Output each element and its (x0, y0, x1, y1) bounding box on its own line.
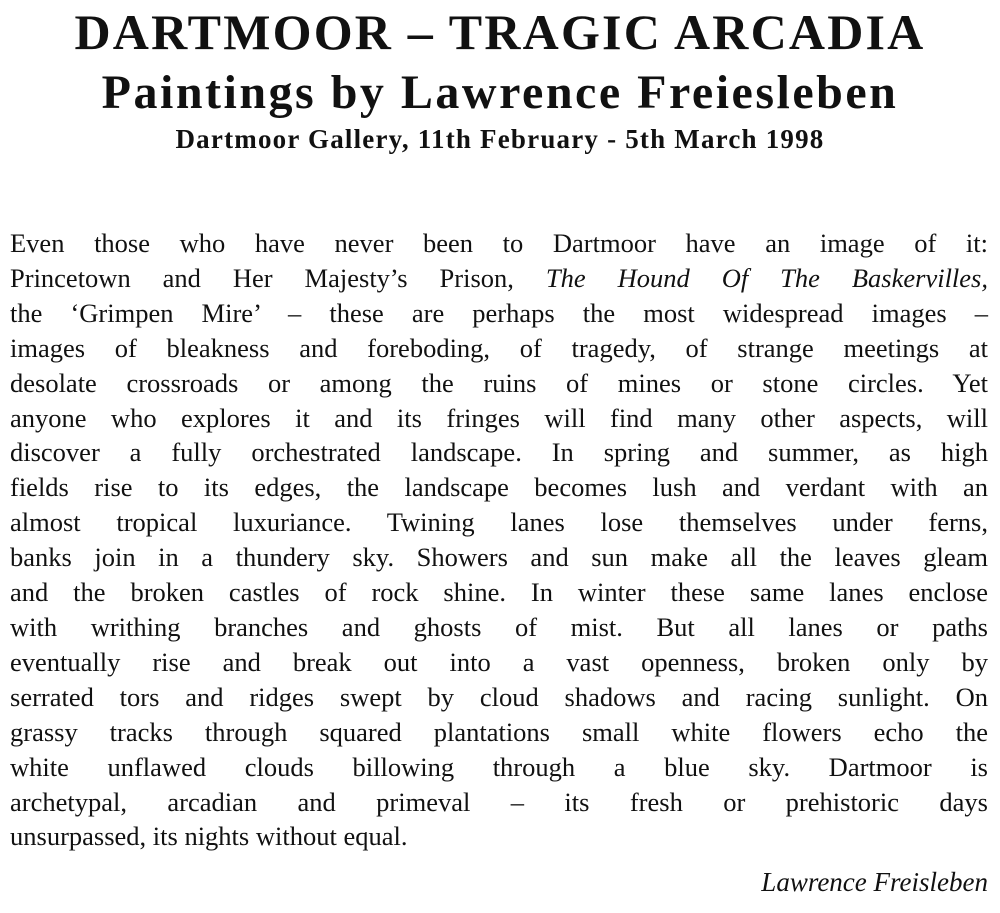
text-segment: the ‘Grimpen Mire’ – these are perhaps the most widespread images – (10, 297, 988, 328)
paragraph-line (10, 435, 988, 470)
paragraph-line (10, 715, 988, 750)
text-segment: grassy tracks through squared plantations small white flowers echo the (10, 716, 988, 747)
text-segment: fields rise to its edges, the landscape becomes lush and verdant with an (10, 472, 988, 503)
text-segment: images of bleakness and foreboding, of tragedy, of strange meetings at (10, 332, 988, 363)
paragraph-line (10, 610, 988, 645)
text-segment: Even those who have never been to Dartmoor have an image of it: (10, 228, 988, 258)
page-subtitle: Paintings by Lawrence Freiesleben (101, 66, 899, 119)
text-segment: with writhing branches and ghosts of mist. But all lanes or paths (10, 611, 988, 642)
paragraph-line (10, 785, 988, 820)
text-segment: archetypal, arcadian and primeval – its fresh or prehistoric days (10, 786, 988, 817)
text-segment: desolate crossroads or among the ruins of mines or stone circles. Yet (10, 367, 988, 398)
paragraph-line (10, 680, 988, 715)
paragraph-line (10, 366, 988, 401)
text-segment: unsurpassed, its nights without equal. (10, 821, 408, 852)
paragraph-line (10, 226, 988, 261)
paragraph-line (10, 470, 988, 505)
paragraph-line (10, 505, 988, 540)
author-signature: Lawrence Freisleben (761, 867, 988, 897)
text-segment: white unflawed clouds billowing through a blue sky. Dartmoor is (10, 751, 988, 782)
paragraph-line (10, 261, 988, 296)
page-title: DARTMOOR – TRAGIC ARCADIA (74, 4, 926, 60)
text-segment: and the broken castles of rock shine. In winter these same lanes enclose (10, 577, 988, 608)
paragraph-line (10, 819, 988, 854)
text-segment: eventually rise and break out into a vast openness, broken only by (10, 646, 988, 677)
book-title-italic: The Hound Of The Baskervilles, (545, 262, 988, 293)
text-segment: banks join in a thundery sky. Showers and sun make all the leaves gleam (10, 542, 988, 573)
paragraph-line (10, 645, 988, 680)
paragraph-line (10, 540, 988, 575)
body-paragraph (10, 226, 988, 854)
paragraph-line (10, 331, 988, 366)
text-segment: almost tropical luxuriance. Twining lanes lose themselves under ferns, (10, 507, 988, 538)
text-segment: anyone who explores it and its fringes will find many other aspects, will (10, 402, 988, 433)
paragraph-line (10, 401, 988, 436)
paragraph-line (10, 575, 988, 610)
text-segment: Princetown and Her Majesty’s Prison, (10, 262, 546, 293)
venue-dates: Dartmoor Gallery, 11th February - 5th March 1998 (175, 124, 825, 154)
text-segment: discover a fully orchestrated landscape. In spring and summer, as high (10, 437, 988, 468)
text-segment: serrated tors and ridges swept by cloud shadows and racing sunlight. On (10, 681, 988, 712)
paragraph-line (10, 750, 988, 785)
paragraph-line (10, 296, 988, 331)
